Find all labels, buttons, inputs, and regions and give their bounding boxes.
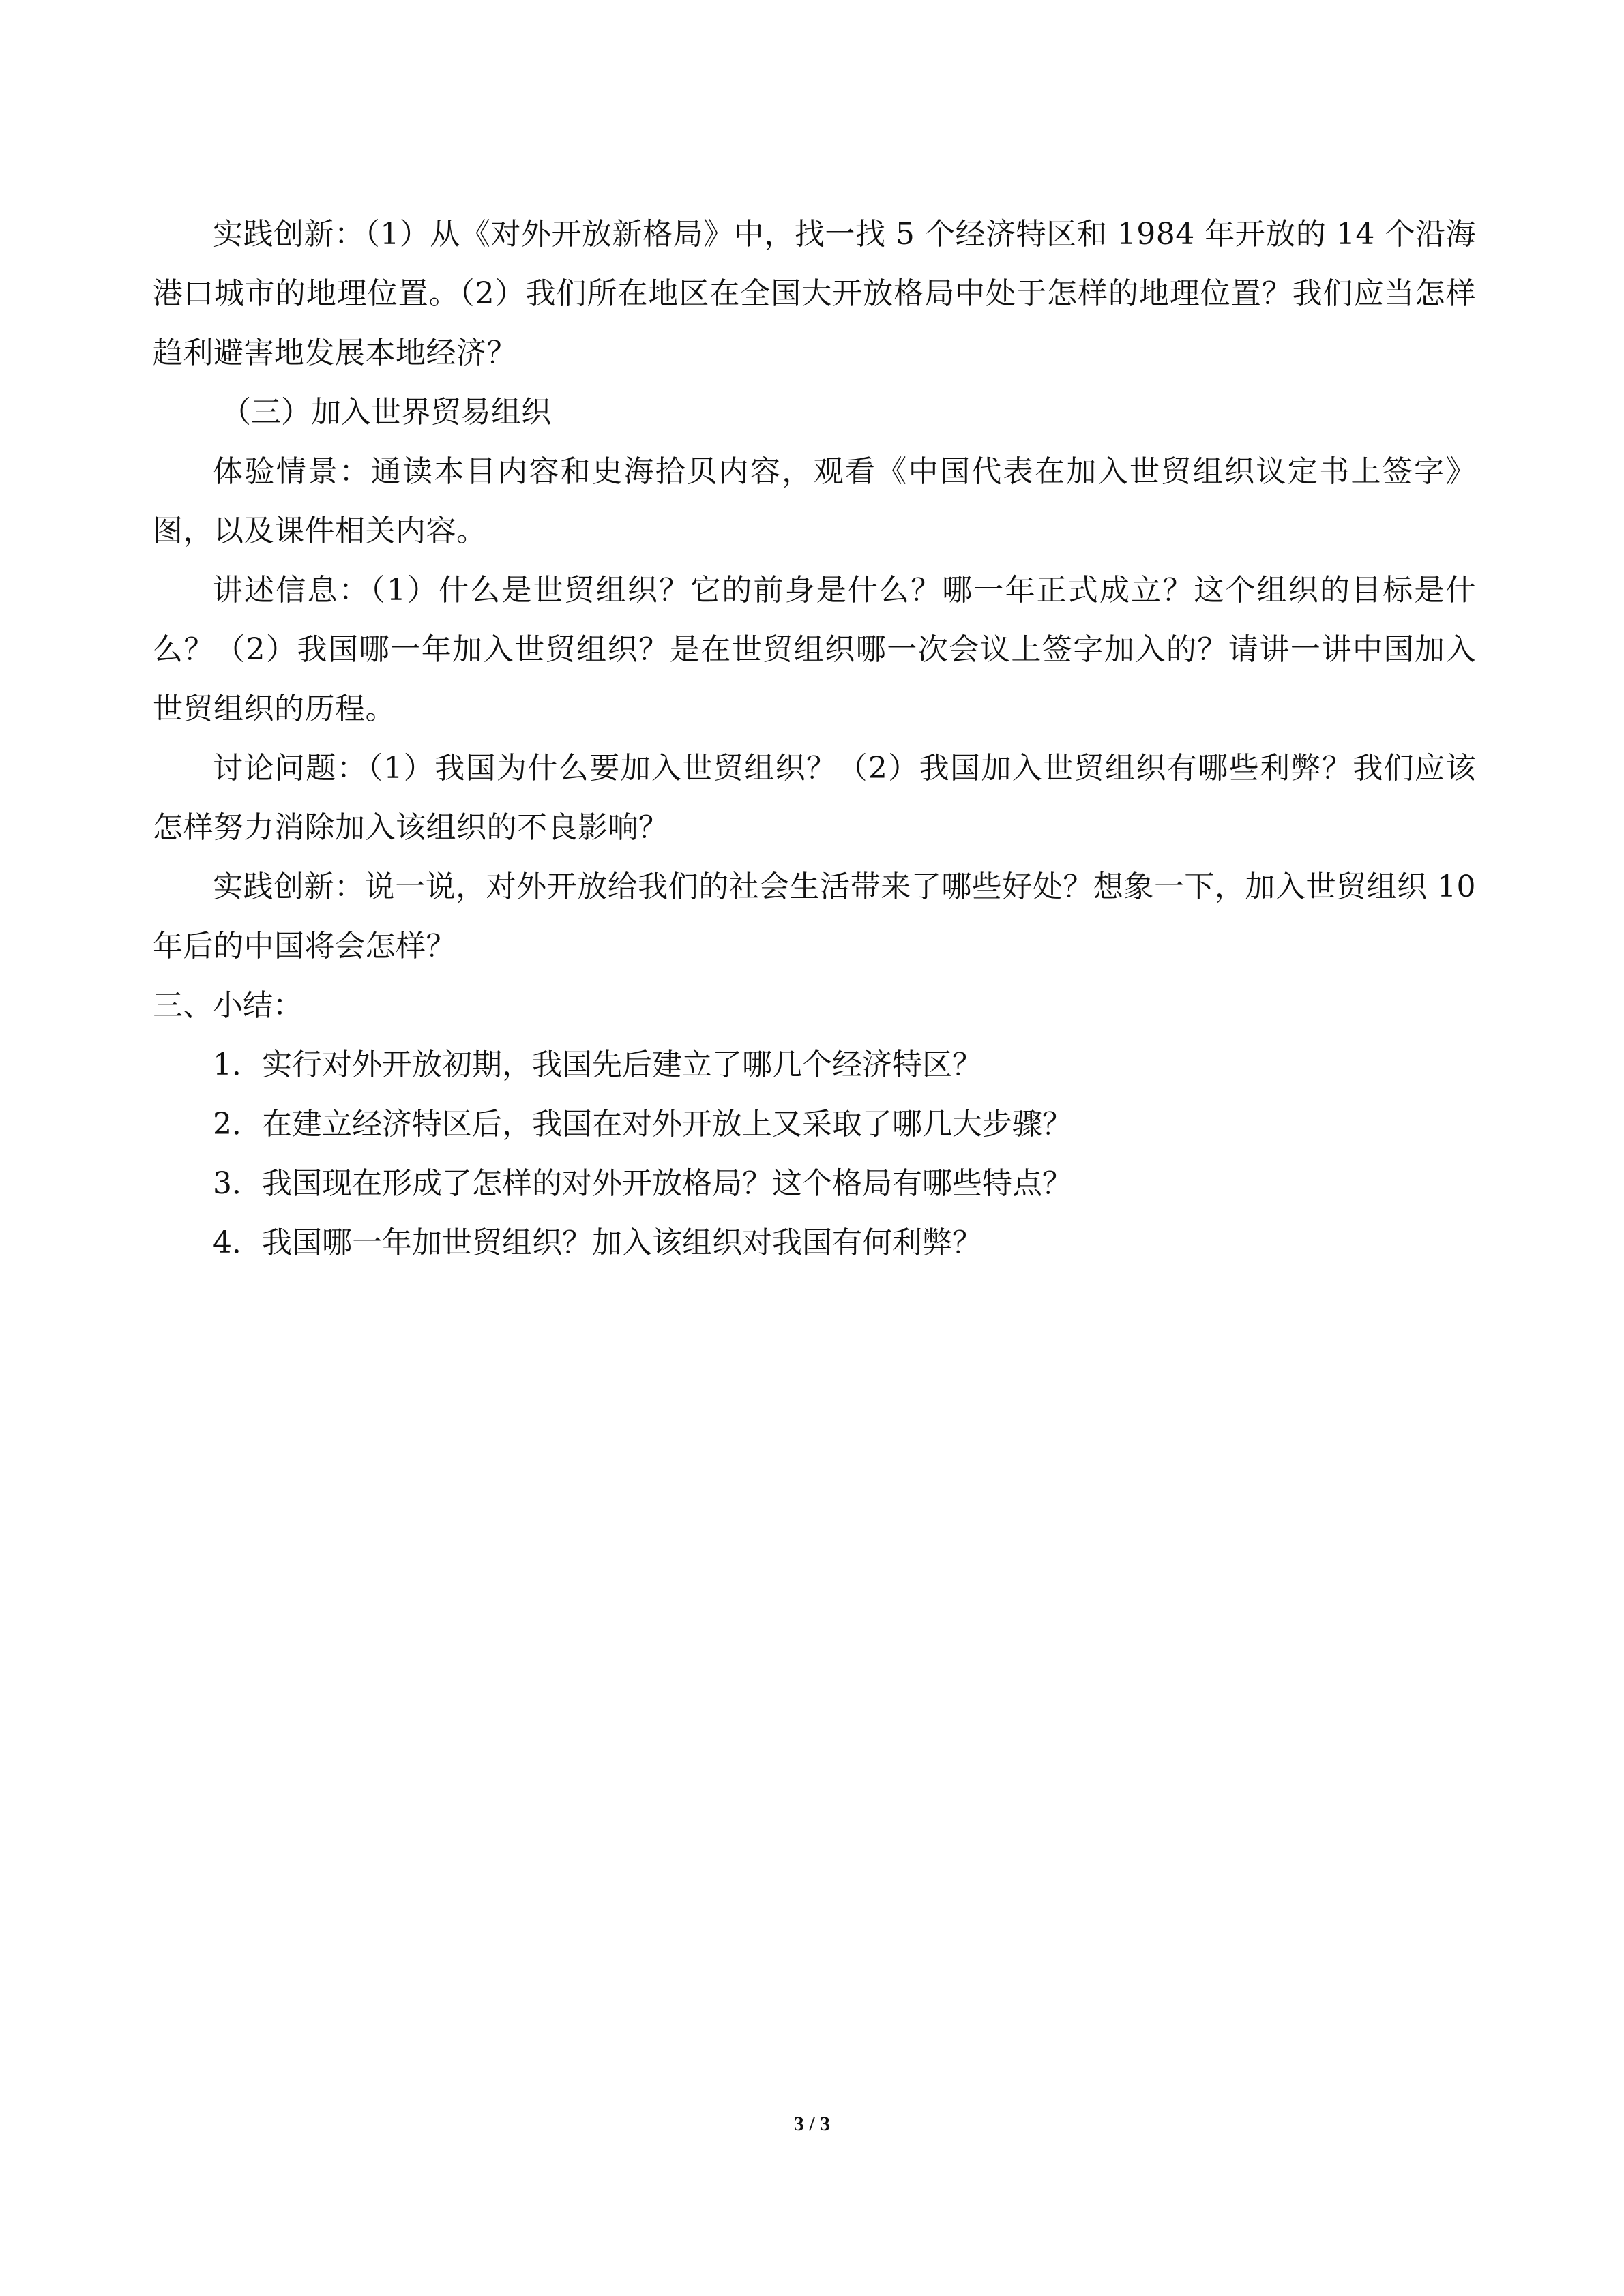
practice-innovation-paragraph-2: 实践创新：说一说，对外开放给我们的社会生活带来了哪些好处？想象一下，加入世贸组织 10 年后的中国将会怎样？	[153, 869, 1476, 964]
experience-scenario-paragraph: 体验情景：通读本目内容和史海拾贝内容，观看《中国代表在加入世贸组织议定书上签字》图，以及课件相关内容。	[153, 454, 1476, 548]
narrate-information-paragraph: 讲述信息：（1）什么是世贸组织？它的前身是什么？哪一年正式成立？这个组织的目标是什么？（2）我国哪一年加入世贸组织？是在世贸组织哪一次会议上签字加入的？请讲一讲中国加入世贸组织的历程。	[153, 573, 1476, 726]
discussion-questions-paragraph: 讨论问题：（1）我国为什么要加入世贸组织？（2）我国加入世贸组织有哪些利弊？我们应该怎样努力消除加入该组织的不良影响？	[153, 751, 1476, 845]
page-number: 3 / 3	[793, 2113, 831, 2135]
document-body	[153, 205, 1476, 1272]
summary-item: 1．实行对外开放初期，我国先后建立了哪几个经济特区？	[213, 1047, 982, 1082]
subsection-heading-wto: （三）加入世界贸易组织	[221, 395, 551, 430]
summary-heading: 三、小结：	[153, 988, 303, 1023]
practice-innovation-paragraph-1: 实践创新：（1）从《对外开放新格局》中，找一找 5 个经济特区和 1984 年开放的 14 个沿海港口城市的地理位置。（2）我们所在地区在全国大开放格局中处于怎样的地理位置？我们应当怎样趋利避害地发展本地经济？	[153, 217, 1476, 370]
summary-item: 2．在建立经济特区后，我国在对外开放上又采取了哪几大步骤？	[213, 1107, 1072, 1142]
summary-item: 4．我国哪一年加世贸组织？加入该组织对我国有何利弊？	[213, 1225, 982, 1260]
summary-item: 3．我国现在形成了怎样的对外开放格局？这个格局有哪些特点？	[213, 1166, 1072, 1201]
